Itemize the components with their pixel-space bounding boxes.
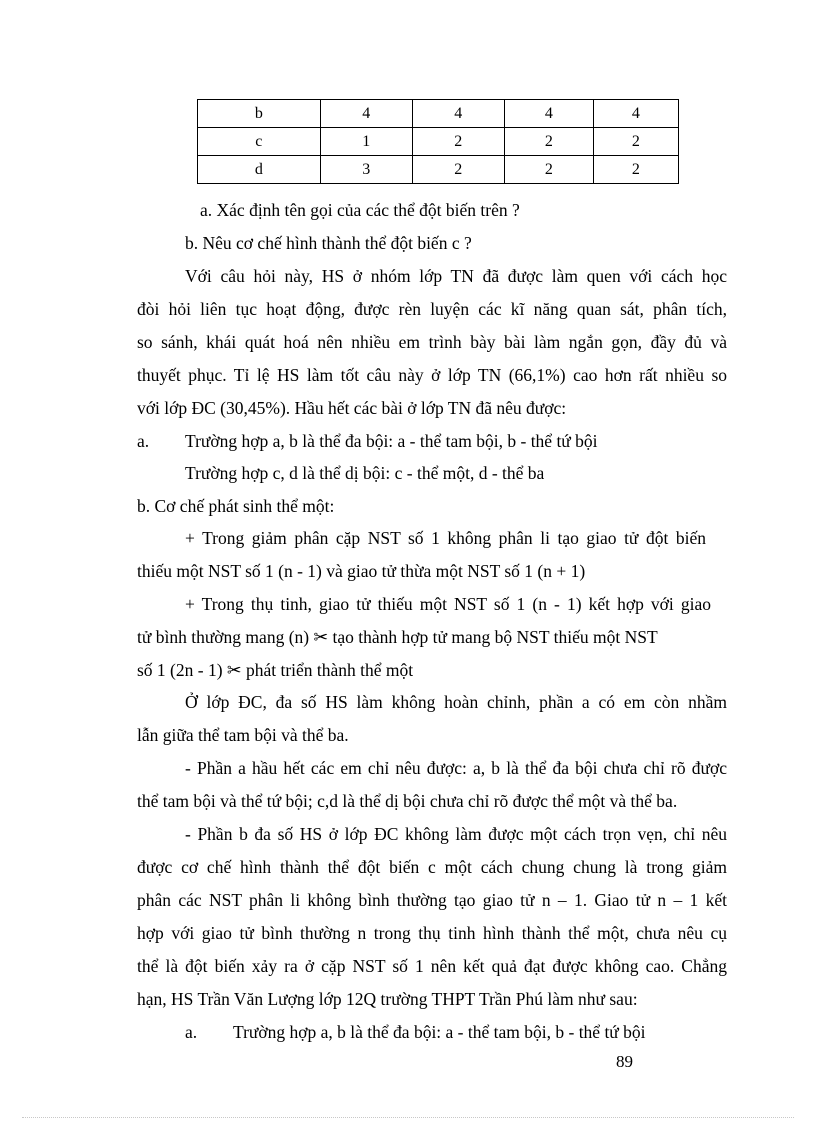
paragraph-line: - Phần b đa số HS ở lớp ĐC không làm được một cách trọn vẹn, chỉ nêu: [185, 824, 727, 844]
table-cell: 3: [320, 156, 412, 184]
last-list-text: Trường hợp a, b là thể đa bội: a - thể tam bội, b - thể tứ bội: [233, 1022, 646, 1042]
paragraph-line: - Phần a hầu hết các em chỉ nêu được: a, b là thể đa bội chưa chỉ rõ được: [185, 758, 727, 778]
mechanism-text: số 1 (2n - 1): [137, 660, 223, 680]
table-cell: 2: [412, 128, 504, 156]
table-cell: 2: [504, 128, 593, 156]
question-a: a. Xác định tên gọi của các thể đột biến trên ?: [200, 200, 520, 220]
table-row: [198, 128, 679, 156]
paragraph-line: lẫn giữa thể tam bội và thể ba.: [137, 725, 349, 745]
mechanism-text: tử bình thường mang (n): [137, 627, 310, 647]
answer-a-line: [137, 430, 598, 452]
table-row: [198, 100, 679, 128]
table-cell: 2: [504, 156, 593, 184]
table-cell: 1: [320, 128, 412, 156]
table-cell: 4: [320, 100, 412, 128]
paragraph-line: được cơ chế hình thành thể đột biến c một cách chung chung là trong giảm: [137, 857, 727, 877]
mechanism-text: phát triển thành thể một: [245, 660, 414, 680]
answer-b-title: b. Cơ chế phát sinh thể một:: [137, 496, 335, 516]
paragraph-line: thuyết phục. Tỉ lệ HS làm tốt câu này ở lớp TN (66,1%) cao hơn rất nhiều so: [137, 365, 727, 385]
table-cell: 2: [593, 156, 678, 184]
data-table: [197, 99, 679, 184]
mechanism-text: tạo thành hợp tử mang bộ NST thiếu một NST: [332, 627, 658, 647]
page-number: 89: [616, 1052, 633, 1071]
table-cell: 2: [593, 128, 678, 156]
question-b: b. Nêu cơ chế hình thành thể đột biến c ?: [185, 233, 472, 253]
table-cell: 4: [593, 100, 678, 128]
answer-a-text: Trường hợp a, b là thể đa bội: a - thể tam bội, b - thể tứ bội: [185, 431, 598, 451]
paragraph-line: với lớp ĐC (30,45%). Hầu hết các bài ở lớp TN đã nêu được:: [137, 398, 567, 418]
table-cell: 4: [412, 100, 504, 128]
paragraph-line: Ở lớp ĐC, đa số HS làm không hoàn chỉnh, phần a có em còn nhầm: [185, 692, 727, 712]
table-row: [198, 156, 679, 184]
scissors-icon: ✂: [226, 660, 242, 680]
table-cell: 4: [504, 100, 593, 128]
mechanism-line: thiếu một NST số 1 (n - 1) và giao tử thừa một NST số 1 (n + 1): [137, 561, 586, 581]
list-label: a.: [137, 431, 150, 451]
paragraph-line: phân các NST phân li không bình thường tạo giao tử n – 1. Giao tử n – 1 kết: [137, 890, 727, 910]
mechanism-line: [137, 626, 658, 648]
table-cell: d: [198, 156, 321, 184]
table-cell: 2: [412, 156, 504, 184]
footer-divider: [22, 1117, 794, 1118]
mechanism-line: + Trong thụ tinh, giao tử thiếu một NST số 1 (n - 1) kết hợp với giao: [185, 594, 711, 614]
paragraph-line: thể là đột biến xảy ra ở cặp NST số 1 nên kết quả đạt được không cao. Chẳng: [137, 956, 727, 976]
mechanism-line: [137, 659, 413, 681]
paragraph-line: Với câu hỏi này, HS ở nhóm lớp TN đã được làm quen với cách học: [185, 266, 727, 286]
list-label: a.: [185, 1022, 198, 1042]
table-cell: c: [198, 128, 321, 156]
answer-a-line-2: Trường hợp c, d là thể dị bội: c - thể một, d - thể ba: [185, 463, 545, 483]
paragraph-line: hợp với giao tử bình thường n trong thụ tinh hình thành thể một, chưa nêu cụ: [137, 923, 727, 943]
last-list-line: [185, 1021, 646, 1043]
paragraph-line: so sánh, khái quát hoá nên nhiều em trình bày bài làm ngắn gọn, đầy đủ và: [137, 332, 727, 352]
scissors-icon: ✂: [313, 627, 329, 647]
table-cell: b: [198, 100, 321, 128]
paragraph-line: đòi hỏi liên tục hoạt động, được rèn luyện các kĩ năng quan sát, phân tích,: [137, 299, 727, 319]
paragraph-line: hạn, HS Trần Văn Lượng lớp 12Q trường THPT Trần Phú làm như sau:: [137, 989, 638, 1009]
paragraph-line: thể tam bội và thể tứ bội; c,d là thể dị bội chưa chỉ rõ được thể một và thể ba.: [137, 791, 678, 811]
mechanism-line: + Trong giảm phân cặp NST số 1 không phân li tạo giao tử đột biến: [185, 528, 706, 548]
